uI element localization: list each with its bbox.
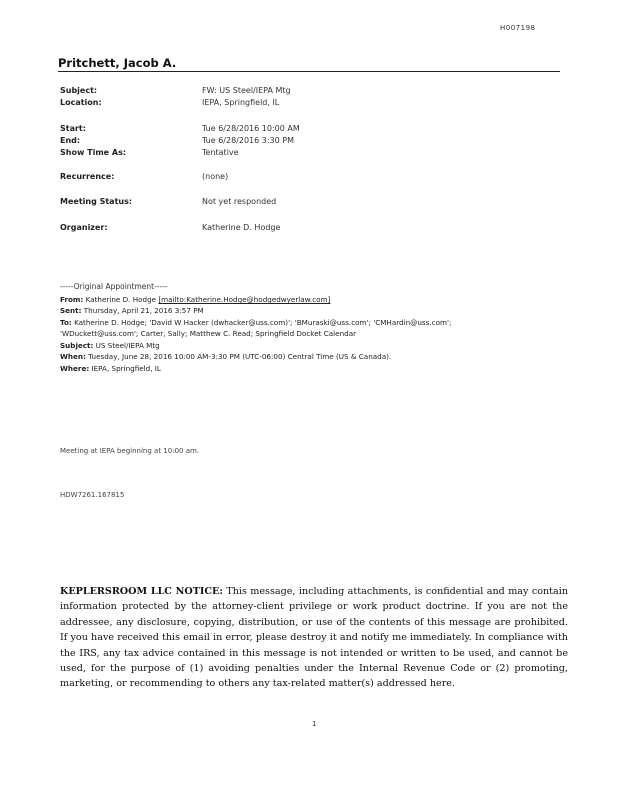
- notice-text: This message, including attachments, is confidential and may contain information protected by the attorney-client privilege or work product doctrine. If you are not the addressee, any disclosure, copying, distribution, or use of the contents of this message are prohibited. If you have received this email in error, please destroy it and notify me immediately. In compliance with the IRS, any tax advice contained in this message is not intended or written to be used, and cannot be used, for the purpose of (1) avoiding penalties under the Internal Revenue Code or (2) promoting, marketing, or recommending to others any tax-related matter(s) addressed here.: [60, 586, 568, 690]
- original-from-line: [60, 295, 330, 304]
- page-number: 1: [312, 720, 317, 728]
- original-when-line: [60, 352, 391, 361]
- original-sent-label: Sent:: [60, 306, 82, 315]
- meeting-note: Meeting at IEPA beginning at 10:00 am.: [60, 447, 200, 455]
- show-time-as-label: Show Time As:: [60, 148, 127, 157]
- recurrence-value: (none): [202, 172, 229, 181]
- end-label: End:: [60, 136, 81, 145]
- meeting-status-value: Not yet responded: [202, 197, 277, 206]
- original-when-value: Tuesday, June 28, 2016 10:00 AM-3:30 PM (UTC-06:00) Central Time (US & Canada).: [88, 352, 392, 361]
- original-subject-line: [60, 341, 160, 350]
- location-label: Location:: [60, 98, 102, 107]
- location-value: IEPA, Springfield, IL: [202, 98, 280, 107]
- start-value: Tue 6/28/2016 10:00 AM: [202, 124, 300, 133]
- meeting-status-label: Meeting Status:: [60, 197, 133, 206]
- original-where-value: IEPA, Springfield, IL: [91, 364, 161, 373]
- original-to-value: Katherine D. Hodge; 'David W Hacker (dwhacker@uss.com)'; 'BMuraski@uss.com'; 'CMHardin@uss.com';: [74, 318, 452, 327]
- notice-heading: KEPLERSROOM LLC NOTICE:: [60, 586, 223, 597]
- original-sent-line: [60, 306, 204, 315]
- bates-number: H007198: [500, 24, 536, 32]
- recurrence-label: Recurrence:: [60, 172, 115, 181]
- header-divider: [58, 71, 560, 72]
- original-to-line: [60, 318, 451, 327]
- original-when-label: When:: [60, 352, 86, 361]
- start-label: Start:: [60, 124, 86, 133]
- end-value: Tue 6/28/2016 3:30 PM: [202, 136, 295, 145]
- original-appointment-header: -----Original Appointment-----: [60, 282, 168, 291]
- original-from-email-link[interactable]: [mailto:Katherine.Hodge@hodgedwyerlaw.com]: [158, 295, 331, 304]
- original-sent-value: Thursday, April 21, 2016 3:57 PM: [83, 306, 204, 315]
- document-id: HDW7261.167815: [60, 491, 125, 499]
- organizer-value: Katherine D. Hodge: [202, 223, 281, 232]
- original-from-label: From:: [60, 295, 84, 304]
- original-from-name: Katherine D. Hodge: [85, 295, 157, 304]
- subject-value: FW: US Steel/IEPA Mtg: [202, 86, 291, 95]
- original-to-line-2: 'WDuckett@uss.com'; Carter, Sally; Matthew C. Read; Springfield Docket Calendar: [60, 329, 357, 338]
- confidentiality-notice: [60, 584, 568, 692]
- organizer-label: Organizer:: [60, 223, 108, 232]
- sender-name: Pritchett, Jacob A.: [58, 56, 177, 70]
- original-to-label: To:: [60, 318, 72, 327]
- original-where-line: [60, 364, 161, 373]
- original-subject-label: Subject:: [60, 341, 94, 350]
- show-time-as-value: Tentative: [202, 148, 239, 157]
- original-subject-value: US Steel/IEPA Mtg: [95, 341, 160, 350]
- original-where-label: Where:: [60, 364, 90, 373]
- subject-label: Subject:: [60, 86, 98, 95]
